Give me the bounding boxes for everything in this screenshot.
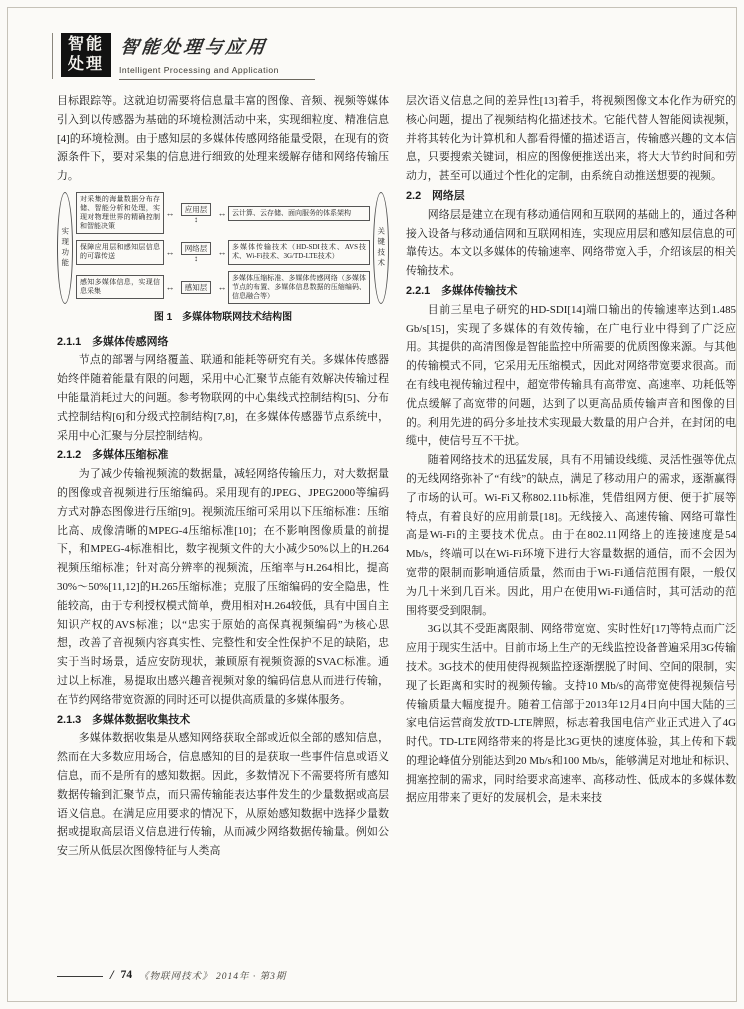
figure-tech-box-application: 云计算、云存储、面向服务的体系架构	[228, 206, 370, 221]
left-right-arrow-icon: ↔	[165, 246, 175, 257]
figure-caption: 图 1 多媒体物联网技术结构图	[153, 311, 293, 323]
left-right-arrow-icon: ↔	[217, 246, 227, 257]
paragraph-continued: 层次语义信息之间的差异性[13]着手，将视频图像文本化作为研究的核心问题，提出了视频结构化描述技术。它能代替人智能阅读视频，并将其转化为计算机和人都看得懂的描述语言，传输感兴趣的文本信息，只要搜索关键词，相应的图像便推送出来，将大大节约时间和劳动力，甚至可以通过个性化的定制，由系统自动推送想要的视频。	[406, 95, 736, 183]
figure-function-box-perception: 感知多媒体信息，实现信息采集	[76, 275, 164, 299]
figure-right-oval-label: 关键技术	[376, 226, 386, 269]
left-right-arrow-icon: ↔	[165, 281, 175, 292]
paragraph-2-2-1-c: 3G以其不受距离限制、网络带宽宽、实时性好[17]等特点而广泛应用于现实生活中。目前市场上生产的无线监控设备普遍采用3G传输技术。3G技术的使用使得视频监控逐渐摆脱了时间、空间的限制，实现了长距离和实时的视频传输。支持10 Mb/s的高带宽使得视频信号传输质量大幅度提升。随着工信部于2013年12月4日向中国大陆的三家电信运营商发放TD-LTE牌照，标志着我国电信产业正式进入了4G时代。TD-LTE网络带来的将是比3G更快的速度体验，其上传和下载的理论峰值分别能达到20 Mb/s和100 Mb/s，能够满足对地址和标识、拥塞控制的需求，同时给要求高速率、高移动性、低成本的多媒体数据应用带来了更好的发展机会，是未来技	[406, 623, 736, 805]
up-down-arrow-icon: ↕	[194, 253, 198, 263]
paragraph-2-1-3: 多媒体数据收集是从感知网络获取全部或近似全部的感知信息，然而在大多数应用场合，信息感知的目的是获取一些事件信息或语义信息，而不是所有的感知数据。因此，多数情况下不需要将所有感知数据传输到汇聚节点，而只需传输能表达事件发生的少量数据或高层语义信息。在满足应用要求的情况下，从原始感知数据中选择少量数据或提取高层语义信息进行传输，从而减少网络数据传输量。例如公安三所从低层次图像特征与人类高	[57, 732, 389, 858]
figure-diagram	[57, 192, 389, 304]
paragraph-2-1-1: 节点的部署与网络覆盖、联通和能耗等研究有关。多媒体传感器始终伴随着能量有限的问题，采用中心汇聚节点能有效解决传输过程中能量消耗过大的问题。参考物联网的中心集线式控制结构[5]、分布式控制结构[6]和分级式控制结构[7,8]，在多媒体传感器节点系统中，采用中心汇聚与分层控制结构。	[57, 354, 389, 442]
footer-slash: /	[110, 967, 114, 982]
figure-layer-cell-network	[176, 242, 216, 263]
figure-tech-box-network: 多媒体传输技术（HD-SDI技术、AVS技术、Wi-Fi技术、3G/TD-LTE技术）	[228, 240, 370, 264]
figure-grid	[76, 192, 370, 304]
section-heading-2-1-2: 2.1.2 多媒体压缩标准	[57, 449, 169, 462]
paragraph-2-1-2: 为了减少传输视频流的数据量，减轻网络传输压力，对大数据量的图像或音视频进行压缩编码。采用现有的JPEG、JPEG2000等编码方式对静态图像进行压缩[9]。视频流压缩可采用以下压缩标准：压缩比高、成像清晰的MPEG-4压缩标准[10]；在不影响图像质量的前提下，和MPEG-4标准相比，数字视频文件的大小减少50%以上的H.264视频压缩标准；针对高分辨率的视频流，压缩率与H.264相比，提高30%～50%[11,12]的H.265压缩标准；克服了压缩编码的安全隐患，性能较高，由于专利授权模式简单，费用相对H.264较低，具有中国自主知识产权的AVS标准；以“忠实于原始的高保真视频编码”为核心思想，改善了音视频内容真实性、完整性和安全性保护不足的缺陷，忠实于当时场景，适应安防现状，兼顾原有视频资源的SVAC标准。通过以上标准，易提取出感兴趣音视频对象的编码信息从而进行传输，在节约网络带宽资源的同时还可以提供高质量的多媒体服务。	[57, 468, 389, 706]
section-heading-2-2-1: 2.2.1 多媒体传输技术	[406, 284, 518, 297]
footer-rule	[57, 976, 103, 977]
left-right-arrow-icon: ↔	[217, 207, 227, 218]
column-title-english: Intelligent Processing and Application	[119, 65, 279, 75]
figure-function-box-network: 保障应用层和感知层信息的可靠传送	[76, 240, 164, 264]
figure-tech-box-perception: 多媒体压缩标准、多媒体传感网络（多媒体节点的布置、多媒体信息数据的压缩编码、信息融合等）	[228, 271, 370, 304]
paragraph-2-2-1-b: 随着网络技术的迅猛发展，具有不用铺设线缆、灵活性强等优点的无线网络弥补了“有线”的缺点，满足了移动用户的需求，逐渐赢得了市场的认可。Wi-Fi又称802.11b标准，凭借组网方便、便于扩展等特点，有着良好的应用前景[18]。无线接入、高速传输、网络可靠性高是Wi-Fi的主要技术优点。由于在802.11网络上的连接速度是54 Mb/s，终端可以在Wi-Fi环境下进行大容量数据的通信，而不会因为宽带的限制而影响通信质量，然而由于Wi-Fi通信范围有限，一般仅为几十米到几百米。因此，用户在使用Wi-Fi通信时，其可活动的范围将要受到限制。	[406, 454, 736, 617]
journal-logo: 智能处理	[61, 33, 111, 77]
section-heading-2-1-1: 2.1.1 多媒体传感网络	[57, 335, 169, 348]
journal-info: 《物联网技术》 2014年 · 第3期	[139, 972, 287, 982]
up-down-arrow-icon: ↕	[194, 214, 198, 224]
figure-layer-cell-perception	[176, 281, 216, 294]
section-heading-2-2: 2.2 网络层	[406, 189, 465, 202]
paragraph-2-2: 网络层是建立在现有移动通信网和互联网的基础上的，通过各种接入设备与移动通信网和互联网相连，实现应用层和感知层信息的可靠传达。本文以多媒体的传输速率、网络带宽入手，介绍该层的相关传输技术。	[406, 208, 736, 278]
layer-box-perception: 感知层	[181, 281, 212, 294]
layer-box-network: 网络层	[181, 242, 212, 255]
journal-header	[52, 33, 315, 80]
figure-left-oval-label: 实现功能	[60, 226, 70, 269]
header-divider-line	[52, 33, 53, 79]
right-column	[406, 92, 736, 956]
page-footer	[57, 967, 286, 983]
left-column	[57, 92, 389, 956]
figure-layer-cell-application	[176, 203, 216, 224]
figure-1	[57, 192, 389, 328]
figure-function-box-application: 对采集的海量数据分布存储、智能分析和处理，实现对物理世界的精确控制和智能决策	[76, 192, 164, 234]
column-title-script: 智能处理与应用	[119, 37, 269, 57]
paragraph-intro-continued: 目标跟踪等。这就迫切需要将信息量丰富的图像、音频、视频等媒体引入到以传感器为基础的环境检测活动中来，实现细粒度、精准信息[4]的环境检测。由于感知层的多媒体传感网络能量受限，在现有的资源条件下，要对采集的信息进行细致的处理来缓解存储和网络传输压力。	[57, 95, 389, 183]
section-heading-2-1-3: 2.1.3 多媒体数据收集技术	[57, 713, 191, 726]
left-right-arrow-icon: ↔	[165, 207, 175, 218]
header-titles	[119, 33, 315, 80]
left-right-arrow-icon: ↔	[217, 281, 227, 292]
layer-box-application: 应用层	[181, 203, 212, 216]
figure-right-oval	[373, 192, 389, 304]
figure-left-oval	[57, 192, 73, 304]
paragraph-2-2-1-a: 目前三星电子研究的HD-SDI[14]端口输出的传输速率达到1.485 Gb/s[15]，实现了多媒体的有效传输，在广电行业中得到了广泛应用。其提供的高清图像是智能监控中所需要的优质图像来源。与其他的传输模式不同，它采用无压缩模式，因此对网络带宽要求很高。而在有线电视传输过程中，超宽带传输具有高带宽、高速率、功耗低等优点缓解了高宽带的问题，达到了以更高品质传输声音和图像的目的。利用先进的码分多址技术实现最大数量的用户合并，在封闭的电缆中，使信号互不干扰。	[406, 303, 736, 448]
page-number: 74	[120, 969, 133, 981]
